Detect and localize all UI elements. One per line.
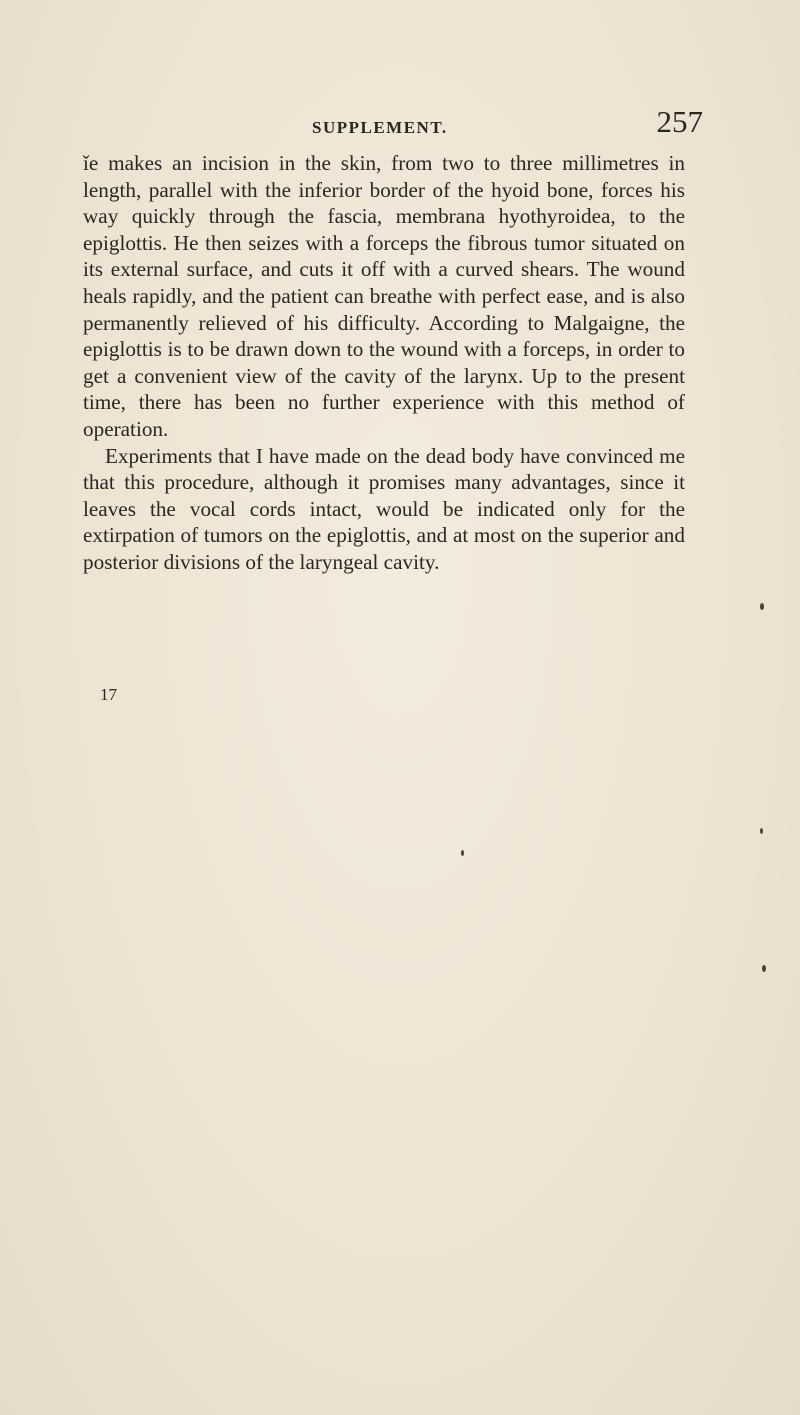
body-text bbox=[83, 150, 685, 576]
running-head bbox=[83, 104, 703, 148]
ink-speck bbox=[760, 828, 763, 834]
ink-speck bbox=[461, 850, 464, 856]
running-title: SUPPLEMENT. bbox=[312, 118, 448, 137]
ink-speck bbox=[760, 603, 764, 610]
paragraph-2: Experiments that I have made on the dead body have convinced me that this procedure, although it promises many advantages, since it leaves the vocal cords intact, would be indicated only for the extirpation of tumors on the epiglottis, and at most on the superior and posterior divisions of the laryngeal cavity. bbox=[83, 443, 685, 574]
page-number: 257 bbox=[656, 104, 703, 139]
paragraph-1: ǐe makes an incision in the skin, from two to three millimetres in length, parallel with the inferior border of the hyoid bone, forces his way quickly through the fascia, membrana hyothyroidea, to the epiglottis. He then seizes with a forceps the fibrous tumor situated on its external surface, and cuts it off with a curved shears. The wound heals rapidly, and the patient can breathe with perfect ease, and is also permanently relieved of his difficulty. According to Malgaigne, the epiglottis is to be drawn down to the wound with a forceps, in order to get a convenient view of the cavity of the larynx. Up to the present time, there has been no further experience with this method of operation. bbox=[83, 151, 685, 441]
signature-mark: 17 bbox=[100, 685, 117, 704]
ink-speck bbox=[762, 965, 766, 972]
